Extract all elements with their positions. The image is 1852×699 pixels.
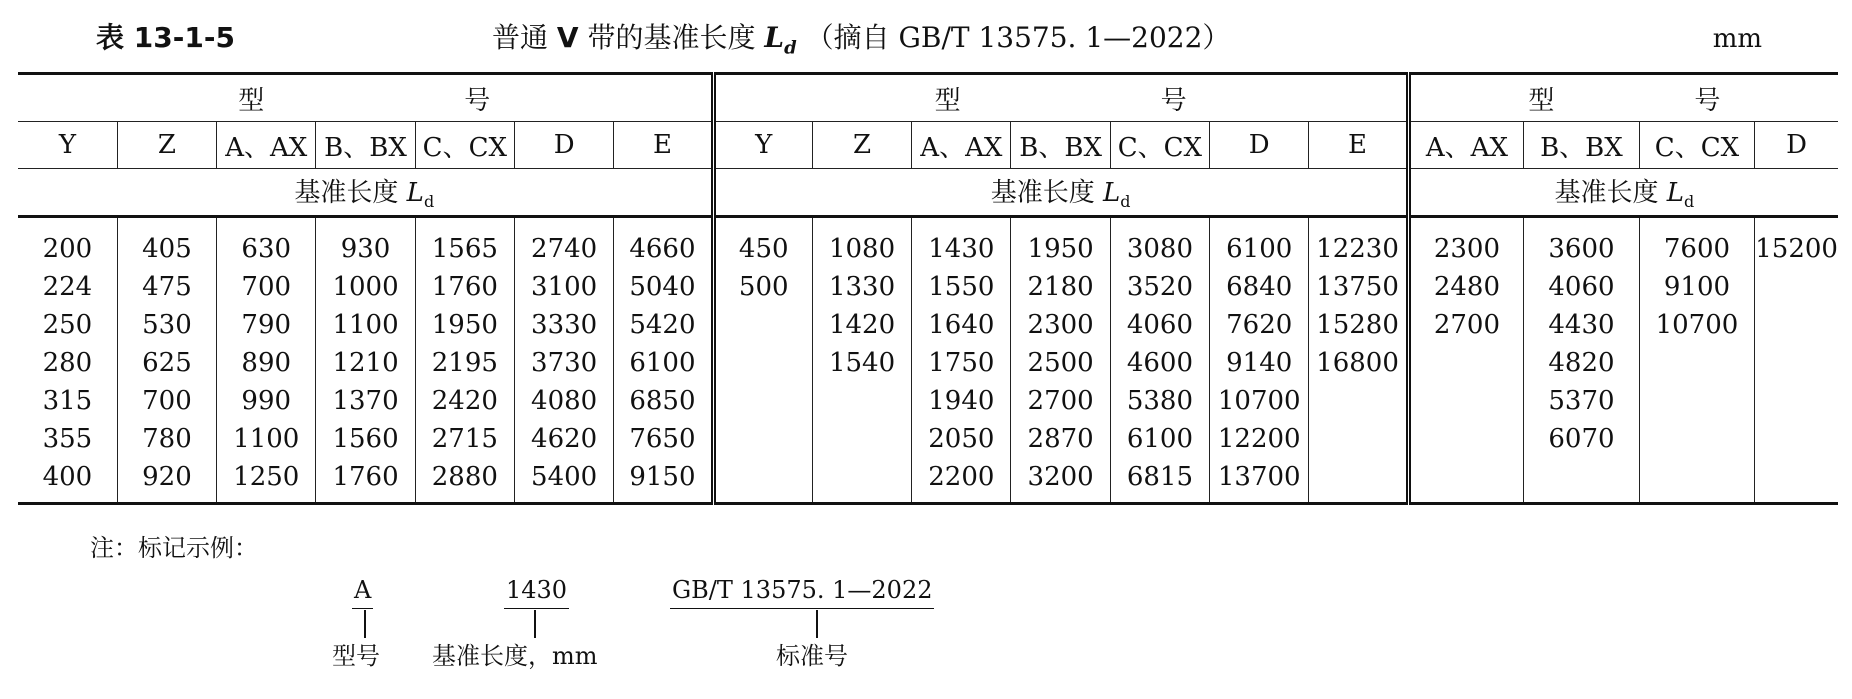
- table-cell: [1639, 344, 1755, 382]
- group-header-2: 型 号: [713, 74, 1408, 122]
- table-cell: 2200: [912, 458, 1011, 504]
- type-header-cell: E: [1309, 122, 1408, 169]
- table-cell: 2715: [415, 420, 514, 458]
- table-cell: 13700: [1210, 458, 1309, 504]
- table-cell: 7620: [1210, 306, 1309, 344]
- length-header-3: 基准长度 $L_d$: [1408, 169, 1838, 217]
- table-cell: [1639, 382, 1755, 420]
- table-cell: 4080: [514, 382, 613, 420]
- table-cell: 1560: [316, 420, 415, 458]
- table-cell: 2880: [415, 458, 514, 504]
- table-cell: 16800: [1309, 344, 1408, 382]
- title-main: 带的基准长度: [587, 21, 756, 54]
- table-cell: [713, 344, 812, 382]
- table-cell: 4820: [1524, 344, 1640, 382]
- length-header-2: 基准长度 $L_d$: [713, 169, 1408, 217]
- table-cell: 2480: [1408, 268, 1524, 306]
- table-cell: 15200: [1755, 217, 1838, 269]
- table-cell: 6100: [614, 344, 713, 382]
- table-cell: 4060: [1110, 306, 1209, 344]
- group-header-3: 型 号: [1408, 74, 1838, 122]
- table-cell: [1755, 382, 1838, 420]
- table-cell: 2300: [1408, 217, 1524, 269]
- table-cell: 450: [713, 217, 812, 269]
- table-cell: 280: [42, 348, 93, 378]
- caption-standard: 标准号: [776, 642, 848, 670]
- table-cell: 1540: [812, 344, 911, 382]
- table-cell: 790: [217, 306, 316, 344]
- table-cell: 780: [117, 420, 216, 458]
- table-number: 表 13-1-5: [96, 21, 235, 54]
- title-source: （摘自 GB/T 13575. 1—2022）: [805, 21, 1231, 54]
- table-row: [18, 458, 1838, 504]
- table-row: [18, 306, 1838, 344]
- table-cell: 2870: [1011, 420, 1110, 458]
- type-header-cell: D: [1755, 122, 1838, 169]
- table-cell: 9100: [1639, 268, 1755, 306]
- type-header-cell: C、CX: [415, 122, 514, 169]
- table-cell: 315: [42, 386, 93, 416]
- table-cell: [1755, 268, 1838, 306]
- table-cell: 2420: [415, 382, 514, 420]
- table-cell: 1100: [217, 420, 316, 458]
- belt-length-table: [18, 72, 1838, 505]
- table-cell: 930: [316, 217, 415, 269]
- example-type: A: [352, 576, 373, 604]
- example-standard: GB/T 13575. 1—2022: [670, 576, 934, 604]
- table-cell: [1408, 420, 1524, 458]
- table-cell: 2050: [912, 420, 1011, 458]
- type-header-cell: C、CX: [1639, 122, 1755, 169]
- table-cell: 12230: [1309, 217, 1408, 269]
- table-cell: 6815: [1110, 458, 1209, 504]
- table-cell: 224: [42, 272, 93, 302]
- table-row: [18, 268, 1838, 306]
- table-cell: 5370: [1524, 382, 1640, 420]
- type-header-cell: Z: [117, 122, 216, 169]
- type-header-cell: A、AX: [1408, 122, 1524, 169]
- note-label: 注：标记示例：: [90, 534, 258, 562]
- length-header-row: [18, 169, 1838, 217]
- table-cell: 2300: [1011, 306, 1110, 344]
- title-prefix: 普通: [492, 21, 549, 54]
- table-cell: 990: [217, 382, 316, 420]
- table-cell: [1755, 306, 1838, 344]
- type-header-cell: A、AX: [217, 122, 316, 169]
- type-header-cell: A、AX: [912, 122, 1011, 169]
- table-cell: [713, 306, 812, 344]
- example-length: 1430: [504, 576, 569, 604]
- table-cell: 1210: [316, 344, 415, 382]
- example-standard-tick: [816, 610, 818, 638]
- table-cell: 5400: [514, 458, 613, 504]
- caption-type: 型号: [332, 642, 380, 670]
- table-row: [18, 420, 1838, 458]
- type-header-cell: B、BX: [1524, 122, 1640, 169]
- table-cell: [812, 382, 911, 420]
- type-header-cell: B、BX: [316, 122, 415, 169]
- table-title: [492, 16, 1230, 59]
- table-cell: 3200: [1011, 458, 1110, 504]
- example-length-tick: [534, 610, 536, 638]
- table-cell: [713, 382, 812, 420]
- table-cell: 1080: [812, 217, 911, 269]
- type-header-cell: D: [514, 122, 613, 169]
- table-cell: 1250: [217, 458, 316, 504]
- table-cell: 7600: [1639, 217, 1755, 269]
- table-cell: [1755, 458, 1838, 504]
- table-cell: 700: [217, 268, 316, 306]
- table-cell: 1750: [912, 344, 1011, 382]
- table-cell: 4620: [514, 420, 613, 458]
- table-cell: [1309, 420, 1408, 458]
- table-cell: 4060: [1524, 268, 1640, 306]
- table-cell: 3080: [1110, 217, 1209, 269]
- type-header-cell: Y: [713, 122, 812, 169]
- table-cell: 2195: [415, 344, 514, 382]
- table-cell: 1760: [415, 268, 514, 306]
- type-header-cell: Z: [812, 122, 911, 169]
- title-v: V: [556, 21, 579, 54]
- table-cell: 530: [117, 306, 216, 344]
- table-cell: 3600: [1524, 217, 1640, 269]
- table-cell: 250: [42, 310, 93, 340]
- table-cell: 10700: [1639, 306, 1755, 344]
- table-cell: 500: [713, 268, 812, 306]
- type-header-cell: E: [614, 122, 713, 169]
- table-cell: 6840: [1210, 268, 1309, 306]
- table-row: [18, 382, 1838, 420]
- table-cell: 920: [117, 458, 216, 504]
- table-cell: [812, 458, 911, 504]
- table-cell: 2740: [514, 217, 613, 269]
- table-cell: 4660: [614, 217, 713, 269]
- header-group-row: [18, 74, 1838, 122]
- table-cell: 1370: [316, 382, 415, 420]
- table-cell: 1330: [812, 268, 911, 306]
- table-cell: 405: [117, 217, 216, 269]
- table-cell: 700: [117, 382, 216, 420]
- table-cell: 3330: [514, 306, 613, 344]
- table-cell: 630: [217, 217, 316, 269]
- table-cell: 3520: [1110, 268, 1209, 306]
- table-cell: 4600: [1110, 344, 1209, 382]
- group-header-1: 型 号: [18, 74, 713, 122]
- title-symbol: $L_d$: [764, 21, 797, 59]
- table-cell: 6100: [1210, 217, 1309, 269]
- table-cell: 9150: [614, 458, 713, 504]
- table-cell: 1950: [1011, 217, 1110, 269]
- table-cell: 4430: [1524, 306, 1640, 344]
- table-row: [18, 344, 1838, 382]
- table-cell: 10700: [1210, 382, 1309, 420]
- table-cell: 1550: [912, 268, 1011, 306]
- table-cell: [1639, 420, 1755, 458]
- type-header-row: [18, 122, 1838, 169]
- table-cell: 6070: [1524, 420, 1640, 458]
- table-cell: 1565: [415, 217, 514, 269]
- table-cell: 5040: [614, 268, 713, 306]
- table-body: [18, 217, 1838, 504]
- table-cell: 1760: [316, 458, 415, 504]
- table-row: [18, 217, 1838, 269]
- table-cell: [1755, 344, 1838, 382]
- table-cell: 2180: [1011, 268, 1110, 306]
- table-cell: [1524, 458, 1640, 504]
- table-cell: [1408, 344, 1524, 382]
- table-cell: [713, 420, 812, 458]
- table-cell: [812, 420, 911, 458]
- length-header-1: 基准长度 $L_d$: [18, 169, 713, 217]
- table-cell: 355: [42, 424, 93, 454]
- table-cell: 3730: [514, 344, 613, 382]
- type-header-cell: Y: [18, 122, 117, 169]
- table-cell: 1420: [812, 306, 911, 344]
- table-cell: 13750: [1309, 268, 1408, 306]
- table-cell: 6850: [614, 382, 713, 420]
- table-cell: 400: [18, 458, 117, 504]
- table-cell: 5380: [1110, 382, 1209, 420]
- table-cell: 12200: [1210, 420, 1309, 458]
- table-cell: 9140: [1210, 344, 1309, 382]
- table-cell: 7650: [614, 420, 713, 458]
- table-cell: 2500: [1011, 344, 1110, 382]
- table-cell: 1640: [912, 306, 1011, 344]
- caption-length: 基准长度，mm: [432, 642, 598, 670]
- table-cell: 5420: [614, 306, 713, 344]
- table-cell: 15280: [1309, 306, 1408, 344]
- type-header-cell: C、CX: [1110, 122, 1209, 169]
- table-cell: [1408, 458, 1524, 504]
- example-type-tick: [364, 610, 366, 638]
- table-cell: [1408, 382, 1524, 420]
- table-cell: 2700: [1408, 306, 1524, 344]
- table-cell: [713, 458, 812, 504]
- table-cell: 1000: [316, 268, 415, 306]
- type-header-cell: B、BX: [1011, 122, 1110, 169]
- table-cell: [1309, 382, 1408, 420]
- table-unit: mm: [1712, 24, 1762, 54]
- table-cell: 475: [117, 268, 216, 306]
- table-cell: 200: [42, 234, 93, 264]
- type-header-cell: D: [1210, 122, 1309, 169]
- table-cell: [1755, 420, 1838, 458]
- table-cell: [1309, 458, 1408, 504]
- table-cell: 2700: [1011, 382, 1110, 420]
- table-cell: [1639, 458, 1755, 504]
- title-row: [0, 14, 1852, 64]
- table-cell: 890: [217, 344, 316, 382]
- table-cell: 1950: [415, 306, 514, 344]
- table-cell: 3100: [514, 268, 613, 306]
- table-cell: 625: [117, 344, 216, 382]
- table-cell: 6100: [1110, 420, 1209, 458]
- table-cell: 1940: [912, 382, 1011, 420]
- table-cell: 1100: [316, 306, 415, 344]
- table-cell: 1430: [912, 217, 1011, 269]
